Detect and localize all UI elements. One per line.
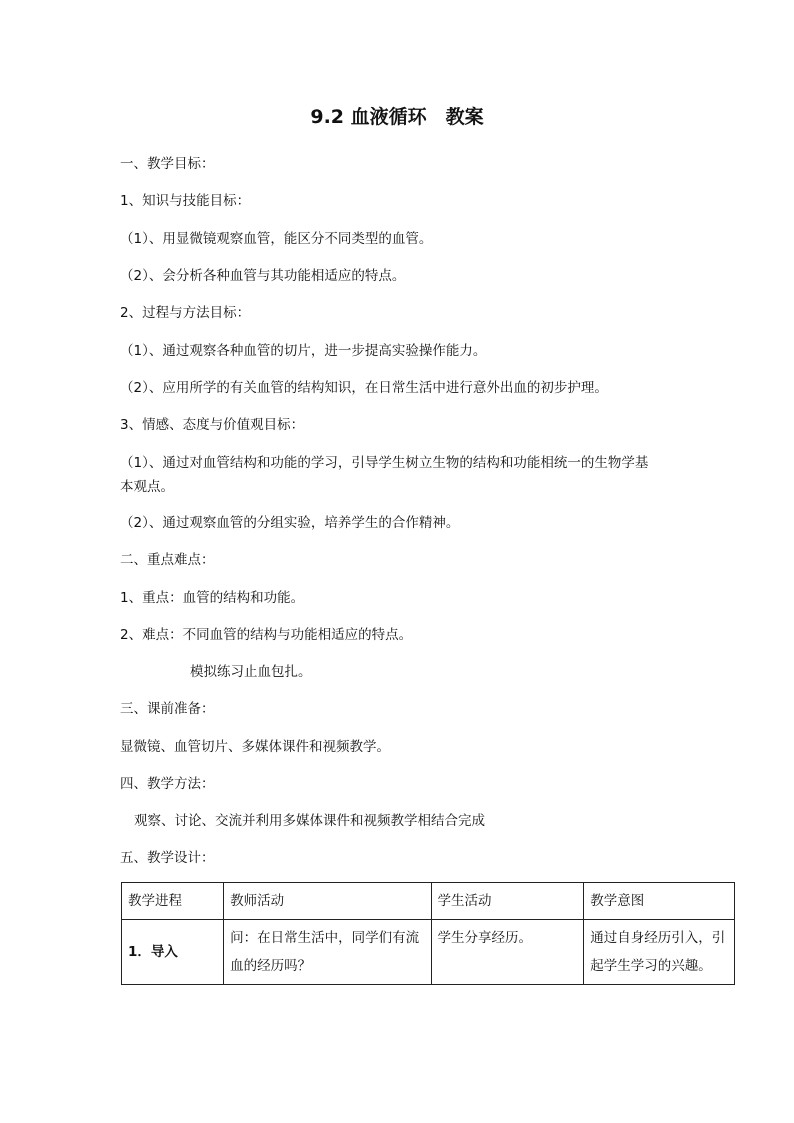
key-point: 1、重点：血管的结构和功能。 [120, 590, 305, 606]
table-header-cell: 教师活动 [224, 883, 431, 920]
difficult-point-extra: 模拟练习止血包扎。 [190, 664, 312, 680]
section-heading-objectives: 一、教学目标： [120, 156, 215, 172]
section-heading-method: 四、教学方法： [120, 776, 215, 792]
objective-item: （2）、通过观察血管的分组实验，培养学生的合作精神。 [120, 515, 460, 531]
section-heading-preparation: 三、课前准备： [120, 701, 215, 717]
objective-item-continued: 本观点。 [120, 479, 174, 495]
table-header-cell: 教学意图 [584, 883, 735, 920]
objective-process: 2、过程与方法目标： [120, 305, 251, 321]
table-header-row [122, 883, 735, 920]
table-row [122, 920, 735, 985]
table-cell-teacher: 问：在日常生活中，同学们有流血的经历吗？ [224, 920, 431, 985]
preparation-text: 显微镜、血管切片、多媒体课件和视频教学。 [120, 739, 390, 755]
table-cell-intent: 通过自身经历引入，引起学生学习的兴趣。 [584, 920, 735, 985]
method-text: 观察、讨论、交流并利用多媒体课件和视频教学相结合完成 [134, 813, 485, 829]
table-cell-student: 学生分享经历。 [431, 920, 584, 985]
objective-knowledge: 1、知识与技能目标： [120, 193, 251, 209]
objective-item: （1）、通过观察各种血管的切片，进一步提高实验操作能力。 [120, 343, 487, 359]
page-title: 9.2 血液循环 教案 [310, 106, 484, 128]
table-header-cell: 学生活动 [431, 883, 584, 920]
section-heading-key-points: 二、重点难点： [120, 552, 215, 568]
objective-item: （2）、会分析各种血管与其功能相适应的特点。 [120, 268, 406, 284]
table-cell-stage: 1．导入 [122, 920, 224, 985]
objective-item: （1）、用显微镜观察血管，能区分不同类型的血管。 [120, 231, 433, 247]
table-header-cell: 教学进程 [122, 883, 224, 920]
section-heading-design: 五、教学设计： [120, 850, 215, 866]
lesson-design-table [121, 882, 735, 985]
difficult-point: 2、难点：不同血管的结构与功能相适应的特点。 [120, 627, 413, 643]
objective-emotion: 3、情感、态度与价值观目标： [120, 417, 305, 433]
objective-item: （1）、通过对血管结构和功能的学习，引导学生树立生物的结构和功能相统一的生物学基 [120, 455, 649, 471]
objective-item: （2）、应用所学的有关血管的结构知识，在日常生活中进行意外出血的初步护理。 [120, 380, 608, 396]
